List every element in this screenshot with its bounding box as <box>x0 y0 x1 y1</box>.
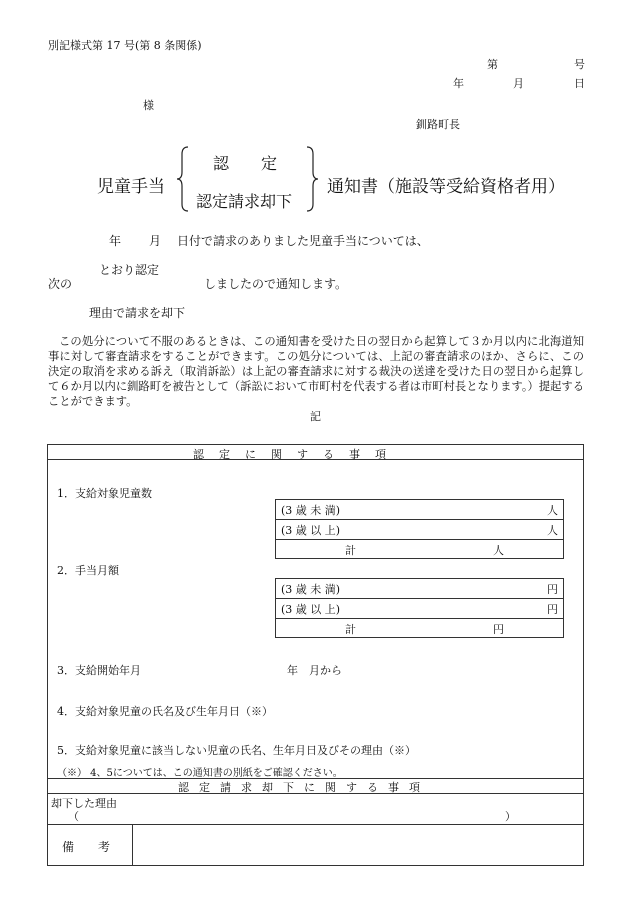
item2-total-unit: 円 <box>493 623 504 636</box>
issuer: 釧路町長 <box>416 118 460 131</box>
item2-row-under3-unit: 円 <box>547 583 558 596</box>
remarks-label: 備 考 <box>62 840 111 854</box>
doc-number-prefix: 第 <box>487 58 498 71</box>
right-brace-icon <box>305 146 319 212</box>
item2-row-over3-unit: 円 <box>547 603 558 616</box>
table-note: （※） 4、5については、この通知書の別紙をご確認ください。 <box>57 768 343 779</box>
item1-total-label: 計 <box>345 544 356 557</box>
item2-row-total <box>275 618 564 638</box>
reject-reason-paren-close: ） <box>505 810 516 823</box>
item1-row-under3-unit: 人 <box>547 504 558 517</box>
title-right: 通知書（施設等受給資格者用） <box>327 177 565 197</box>
date-month: 月 <box>513 77 524 90</box>
item1-row-under3-label: (3 歳 未 満) <box>281 504 341 517</box>
intro-line2: しましたので通知します。 <box>204 277 348 291</box>
reject-reason-paren-open: （ <box>68 810 79 823</box>
reject-reason-label: 却下した理由 <box>51 797 117 810</box>
item4-label: 4．支給対象児童の氏名及び生年月日（※） <box>57 705 273 718</box>
date-day: 日 <box>574 77 585 90</box>
section2-header: 認定請求却下に関する事項 <box>178 781 430 794</box>
item5-label: 5．支給対象児童に該当しない児童の氏名、生年月日及びその理由（※） <box>57 744 416 757</box>
title-option-reject: 認定請求却下 <box>196 192 293 211</box>
item1-label: 1．支給対象児童数 <box>57 487 152 500</box>
item1-total-unit: 人 <box>493 544 504 557</box>
appeal-paragraph: この処分について不服のあるときは、この通知書を受けた日の翌日から起算して３か月以内に北海道知事に対して審査請求をすることができます。この処分については、上記の審査請求のほか、さらに、この決定の取消を求める訴え（取消訴訟）は上記の審査請求に対する裁決の送達を受けた日の翌日から起算して６か月以内に釧路町を被告として（訴訟において市町村を代表する者は市町村長となります。）提起することができます。 <box>48 335 584 408</box>
intro-option-reject: 理由で請求を却下 <box>89 306 186 320</box>
item3-label: 3．支給開始年月 <box>57 664 141 677</box>
item1-row-over3 <box>275 519 564 539</box>
item1-row-under3 <box>275 499 564 519</box>
title-option-approve: 認 定 <box>213 154 278 173</box>
intro-line1: 日付で請求のありました児童手当については、 <box>177 234 429 248</box>
title-left: 児童手当 <box>97 177 165 197</box>
intro-month: 月 <box>149 234 162 248</box>
doc-number-suffix: 号 <box>574 58 585 71</box>
item1-row-total <box>275 539 564 559</box>
item2-row-under3-label: (3 歳 未 満) <box>281 583 341 596</box>
item2-label: 2．手当月額 <box>57 564 119 577</box>
intro-option-approve: とおり認定 <box>99 263 160 277</box>
ki-label: 記 <box>310 410 321 423</box>
form-number: 別記様式第 17 号(第 8 条関係) <box>48 39 202 52</box>
item2-row-over3-label: (3 歳 以 上) <box>281 603 341 616</box>
item2-total-label: 計 <box>345 623 356 636</box>
item2-row-under3 <box>275 578 564 598</box>
item3-value: 年 月から <box>287 664 342 677</box>
addressee-suffix: 様 <box>143 99 154 112</box>
section1-header: 認定に関する事項 <box>193 448 401 461</box>
left-brace-icon <box>176 146 190 212</box>
item1-row-over3-label: (3 歳 以 上) <box>281 524 341 537</box>
item2-row-over3 <box>275 598 564 618</box>
date-year: 年 <box>453 77 464 90</box>
intro-line2-prefix: 次の <box>48 277 73 291</box>
item1-row-over3-unit: 人 <box>547 524 558 537</box>
intro-year: 年 <box>109 234 122 248</box>
